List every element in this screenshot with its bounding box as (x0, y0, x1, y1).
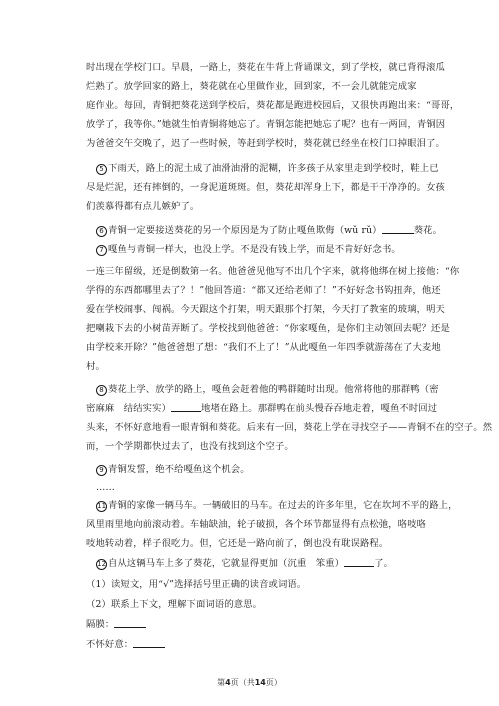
paragraph-6: 6 青铜一定要接送葵花的另一个原因是为了防止嘎鱼欺侮（wǔ rǔ） 葵花。 (96, 224, 420, 237)
text-line: 尽是烂泥，还有摔倒的，一身泥道斑斑。但，葵花却浑身上下，都是干干净净的。女孩 (86, 182, 445, 193)
text-line: 庭作业。每回，青铜把葵花送到学校后，葵花都是跑进校园后，又很快再跑出来：“哥哥， (86, 100, 460, 111)
paragraph-number: 9 (96, 465, 107, 476)
text-line: 而，一个学期都快过去了，也没有找到这个空子。 (86, 441, 294, 452)
paragraph-9: 9 青铜发誓，绝不给嘎鱼这个机会。 (96, 463, 420, 476)
answer-blank[interactable] (133, 638, 165, 648)
question-1: （1）读短文，用“√”选择括号里正确的读音或词语。 (86, 579, 307, 590)
question-2: （2）联系上下文，理解下面词语的意思。 (86, 599, 263, 610)
text-line: 爱在学校闹事、闯祸。今天跟这个打架，明天跟那个打架，今天打了教室的玻璃，明天 (86, 304, 445, 315)
text-line: 风里雨里地向前滚动着。车轴缺油，轮子破损，各个环节都显得有点松弛，咯吱咯 (86, 519, 427, 530)
answer-blank[interactable] (382, 224, 414, 234)
text-line: 把喇栽下去的小树苗弄断了。学校找到他爸爸：“你家嘎鱼，是你们主动领回去呢？还是 (86, 323, 450, 334)
page-total: 14 (254, 678, 266, 687)
answer-blank[interactable] (114, 618, 146, 628)
term-2: 不怀好意： (86, 638, 420, 651)
text-line: 吱地转动着，样子很吃力。但，它还是一路向前了，倒也没有耽误路程。 (86, 538, 389, 549)
paragraph-number: 5 (96, 164, 107, 175)
paragraph-number: 8 (96, 385, 107, 396)
text-line: 一连三年留级，还是倒数第一名。他爸爸见他写不出几个字来，就将他绑在树上接他：“你 (86, 266, 460, 277)
text-line: 烂熟了。放学回家的路上，葵花就在心里做作业，回到家，不一会儿就能完成家 (86, 81, 417, 92)
text-line: 由学校来开除？”他爸爸想了想：“我们不上了！”从此嘎鱼一年四季就游荡在了大麦地 (86, 342, 441, 353)
text-line: 放学了，我等你。”她就生怕青铜将她忘了。青铜怎能把她忘了呢？也有一两回，青铜因 (86, 119, 446, 130)
text-line: 时出现在学校门口。早晨，一路上，葵花在牛背上背诵课文，到了学校，就已背得滚瓜 (86, 62, 445, 73)
paragraph-number: 7 (96, 245, 107, 256)
paragraph-number: 6 (96, 226, 107, 237)
text-line: 村。 (86, 361, 105, 372)
answer-blank[interactable] (171, 402, 201, 412)
paragraph-5-start: 5 下雨天，路上的泥土成了油滑油滑的泥糊，许多孩子从家里走到学校时，鞋上已 (96, 162, 420, 175)
page-number: 4 (225, 678, 231, 687)
paragraph-number: 12 (97, 560, 107, 568)
text-line: 学得的东西都哪里去了？！”他回答道：“都又还给老师了！”不好好念书钩扭奔，他还 (86, 285, 441, 296)
answer-blank[interactable] (344, 557, 374, 567)
paragraph-number: 11 (97, 502, 107, 510)
paragraph-12: 12 自从这辆马车上多了葵花，它就显得更加（沉重 笨重） 了。 (97, 558, 394, 569)
text-line: 们羡慕得都有点儿嫉妒了。 (86, 201, 200, 212)
ellipsis: …… (96, 482, 115, 493)
page-footer: 第4页（共14页） (217, 678, 282, 687)
text-line: 头来，不怀好意地看一眼青铜和葵花。后来有一回，葵花上学在寻找空子——青铜不在的空子。然 (86, 422, 493, 433)
term-1: 隔膜： (86, 618, 420, 631)
text-line: 为爸爸交午交晚了，迟了一些时候，等赶到学校时，葵花就已经坐在校门口掉眼泪了。 (86, 138, 445, 149)
text-line: 密麻麻 结结实实） 地堵在路上。那群鸭在前头慢吞吞地走着，嘎鱼不时回过 (86, 403, 438, 414)
paragraph-11-start: 11 青铜的家像一辆马车。一辆破旧的马车。在过去的许多年里，它在坎坷不平的路上， (97, 500, 458, 511)
paragraph-7-start: 7 嘎鱼与青铜一样大，也没上学。不是没有钱上学，而是不肯好好念书。 (96, 243, 420, 256)
paragraph-8-start: 8 葵花上学、放学的路上，嘎鱼会赶着他的鸭群随时出现。他常将他的那群鸭（密 (96, 383, 420, 396)
